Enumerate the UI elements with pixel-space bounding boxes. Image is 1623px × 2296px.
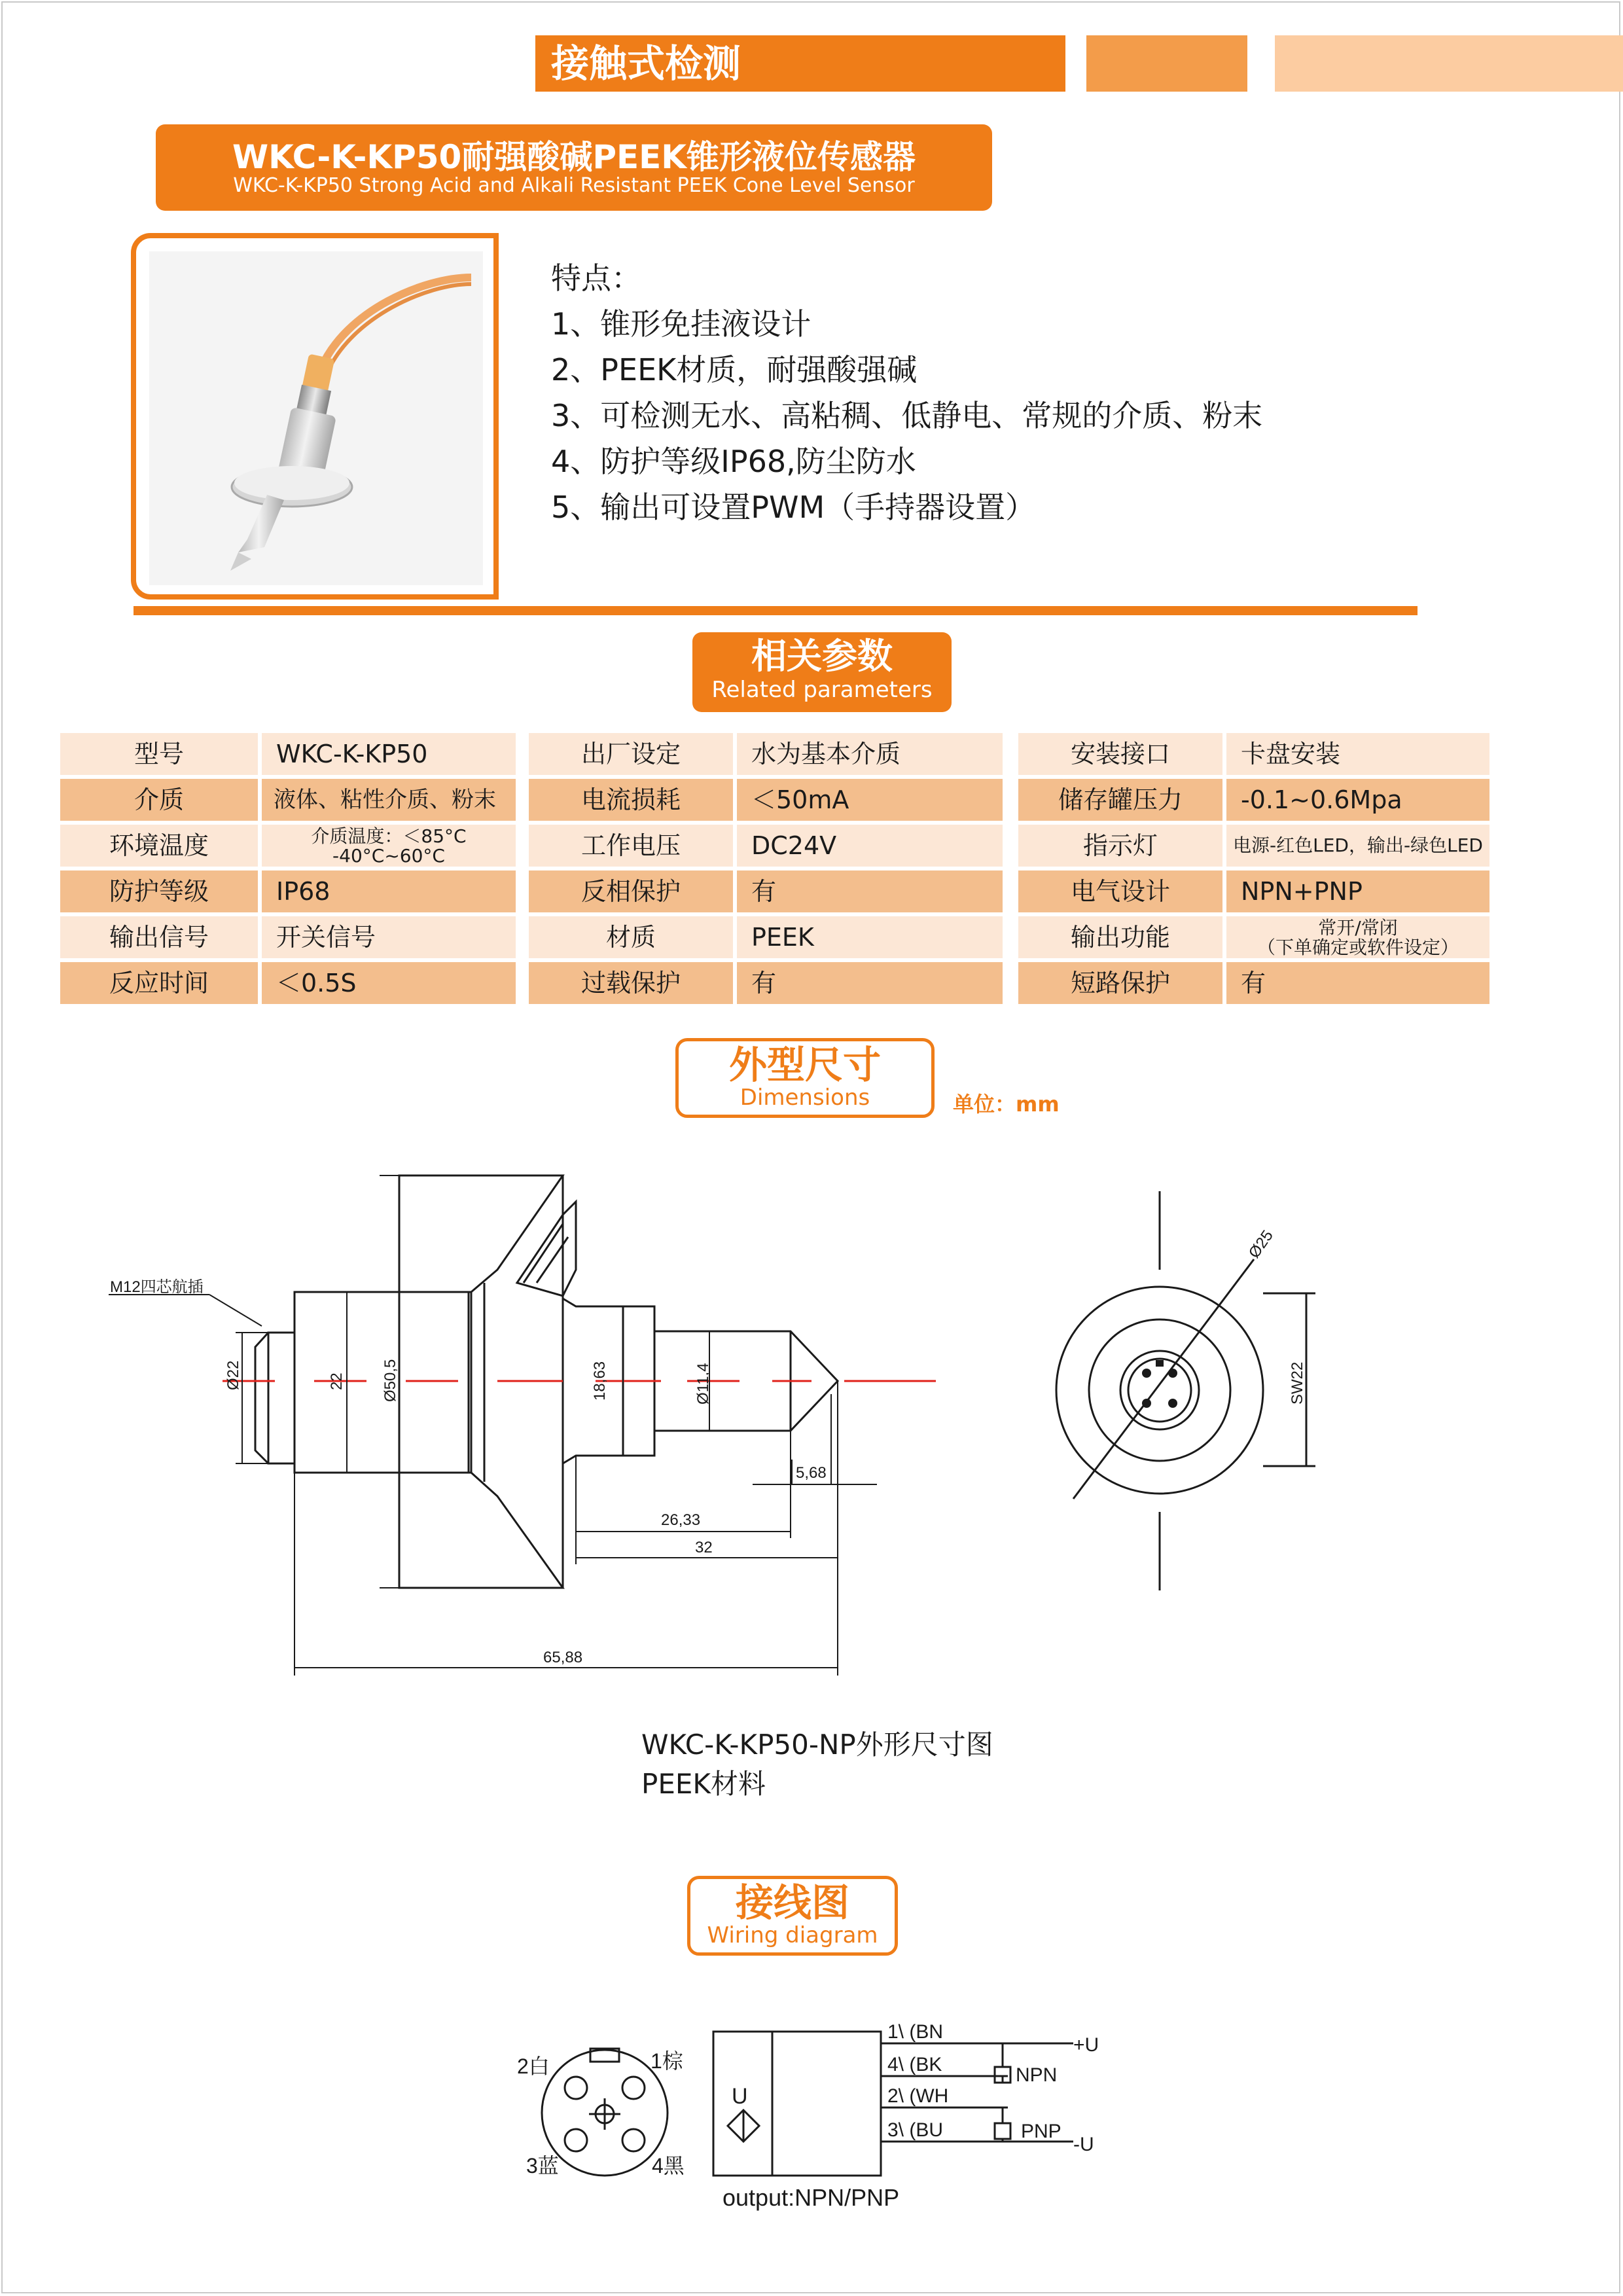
wire-1-label: 1\ (BN — [887, 2021, 944, 2043]
params-title-en: Related parameters — [711, 677, 933, 703]
dim-22: 22 — [328, 1372, 346, 1390]
feature-item: 3、可检测无水、高粘稠、低静电、常规的介质、粉末 — [551, 398, 1263, 433]
param-value: ＜50mA — [737, 779, 1003, 821]
features-heading: 特点： — [551, 260, 641, 296]
param-value: 电源-红色LED，输出-绿色LED — [1226, 825, 1489, 867]
dim-d22-left: Ø22 — [224, 1360, 242, 1390]
param-value: IP68 — [262, 870, 516, 912]
param-value: PEEK — [737, 916, 1003, 958]
sensor-box-label: U — [732, 2084, 748, 2109]
end-view — [1056, 1191, 1315, 1590]
dimensions-title-cn: 外型尺寸 — [728, 1043, 881, 1087]
param-value: 有 — [737, 870, 1003, 912]
param-key: 型号 — [60, 733, 258, 775]
param-key: 输出功能 — [1018, 916, 1222, 958]
dimensions-section-title — [675, 1038, 935, 1118]
param-value: 卡盘安装 — [1226, 733, 1489, 775]
param-key: 短路保护 — [1018, 962, 1222, 1004]
supply-minus-label: -U — [1073, 2134, 1094, 2155]
dimension-drawing — [0, 1139, 1623, 1754]
param-key: 过载保护 — [529, 962, 733, 1004]
dimensions-title-en: Dimensions — [740, 1085, 870, 1111]
product-title-en: WKC-K-KP50 Strong Acid and Alkali Resistant PEEK Cone Level Sensor — [233, 174, 915, 197]
param-key: 工作电压 — [529, 825, 733, 867]
param-value: -0.1~0.6Mpa — [1226, 779, 1489, 821]
connector-label: M12四芯航插 — [110, 1278, 204, 1296]
param-key: 指示灯 — [1018, 825, 1222, 867]
pin-4-label: 4黑 — [652, 2154, 685, 2178]
drawing-material: PEEK材料 — [641, 1768, 766, 1800]
wiring-title-en: Wiring diagram — [707, 1922, 878, 1948]
param-value: 有 — [737, 962, 1003, 1004]
param-key: 介质 — [60, 779, 258, 821]
param-key: 反相保护 — [529, 870, 733, 912]
param-value-multiline — [1226, 916, 1489, 958]
param-key: 防护等级 — [60, 870, 258, 912]
supply-plus-label: +U — [1073, 2034, 1099, 2056]
param-key: 材质 — [529, 916, 733, 958]
wiring-section-title — [687, 1876, 898, 1956]
params-title-cn: 相关参数 — [751, 636, 893, 677]
output-label: output:NPN/PNP — [722, 2184, 900, 2211]
connector-outline — [268, 1333, 294, 1463]
feature-item: 5、输出可设置PWM（手持器设置） — [551, 490, 1036, 525]
param-key: 出厂设定 — [529, 733, 733, 775]
feature-item: 4、防护等级IP68,防尘防水 — [551, 444, 916, 479]
wire-2-label: 2\ (WH — [887, 2085, 949, 2107]
dim-5-68: 5,68 — [796, 1464, 827, 1482]
wire-3-label: 3\ (BU — [887, 2119, 944, 2141]
feature-item: 1、锥形免挂液设计 — [551, 306, 812, 342]
params-table — [0, 0, 1623, 1021]
connector-lip — [255, 1333, 268, 1463]
param-value: 水为基本介质 — [737, 733, 1003, 775]
param-value: 有 — [1226, 962, 1489, 1004]
wire-4-label: 4\ (BK — [887, 2054, 942, 2075]
pin-1-label: 1棕 — [651, 2049, 683, 2073]
wiring-title-cn: 接线图 — [735, 1880, 849, 1925]
pin-3-label: 3蓝 — [526, 2154, 559, 2178]
dim-d25: Ø25 — [1245, 1227, 1277, 1262]
product-title-cn: WKC-K-KP50耐强酸碱PEEK锥形液位传感器 — [232, 138, 916, 176]
section-header: 接触式检测 — [535, 35, 1065, 92]
param-value: 开关信号 — [262, 916, 516, 958]
feature-item: 2、PEEK材质，耐强酸强碱 — [551, 352, 918, 387]
param-key: 输出信号 — [60, 916, 258, 958]
param-key: 环境温度 — [60, 825, 258, 867]
dim-32: 32 — [695, 1539, 713, 1556]
dim-d50-5: Ø50,5 — [382, 1359, 399, 1402]
param-key: 反应时间 — [60, 962, 258, 1004]
param-key: 安装接口 — [1018, 733, 1222, 775]
param-key: 电气设计 — [1018, 870, 1222, 912]
unit-label: 单位：mm — [953, 1092, 1060, 1117]
param-value-line: （下单确定或软件设定） — [1257, 937, 1459, 958]
param-value-line: 介质温度：＜85°C — [311, 825, 467, 847]
param-value-line: -40°C~60°C — [332, 845, 445, 867]
param-key: 储存罐压力 — [1018, 779, 1222, 821]
param-value: WKC-K-KP50 — [262, 733, 516, 775]
pnp-label: PNP — [1021, 2121, 1061, 2142]
param-value: 液体、粘性介质、粉末 — [262, 779, 516, 821]
param-value: NPN+PNP — [1226, 870, 1489, 912]
dim-d11-4: Ø11,4 — [694, 1363, 712, 1405]
pinout — [542, 2049, 668, 2176]
dim-sw22: SW22 — [1289, 1361, 1306, 1405]
dim-65-88: 65,88 — [543, 1649, 583, 1666]
param-value: DC24V — [737, 825, 1003, 867]
dim-26-33: 26,33 — [661, 1511, 701, 1529]
drawing-caption: WKC-K-KP50-NP外形尺寸图 — [641, 1729, 993, 1761]
npn-label: NPN — [1016, 2064, 1058, 2086]
param-value: ＜0.5S — [262, 962, 516, 1004]
dim-18-63: 18,63 — [591, 1361, 609, 1401]
wiring-diagram — [0, 2003, 1623, 2219]
param-value-multiline — [262, 825, 516, 867]
param-key: 电流损耗 — [529, 779, 733, 821]
pin-2-label: 2白 — [517, 2054, 550, 2078]
param-value-line: 常开/常闭 — [1318, 917, 1398, 939]
